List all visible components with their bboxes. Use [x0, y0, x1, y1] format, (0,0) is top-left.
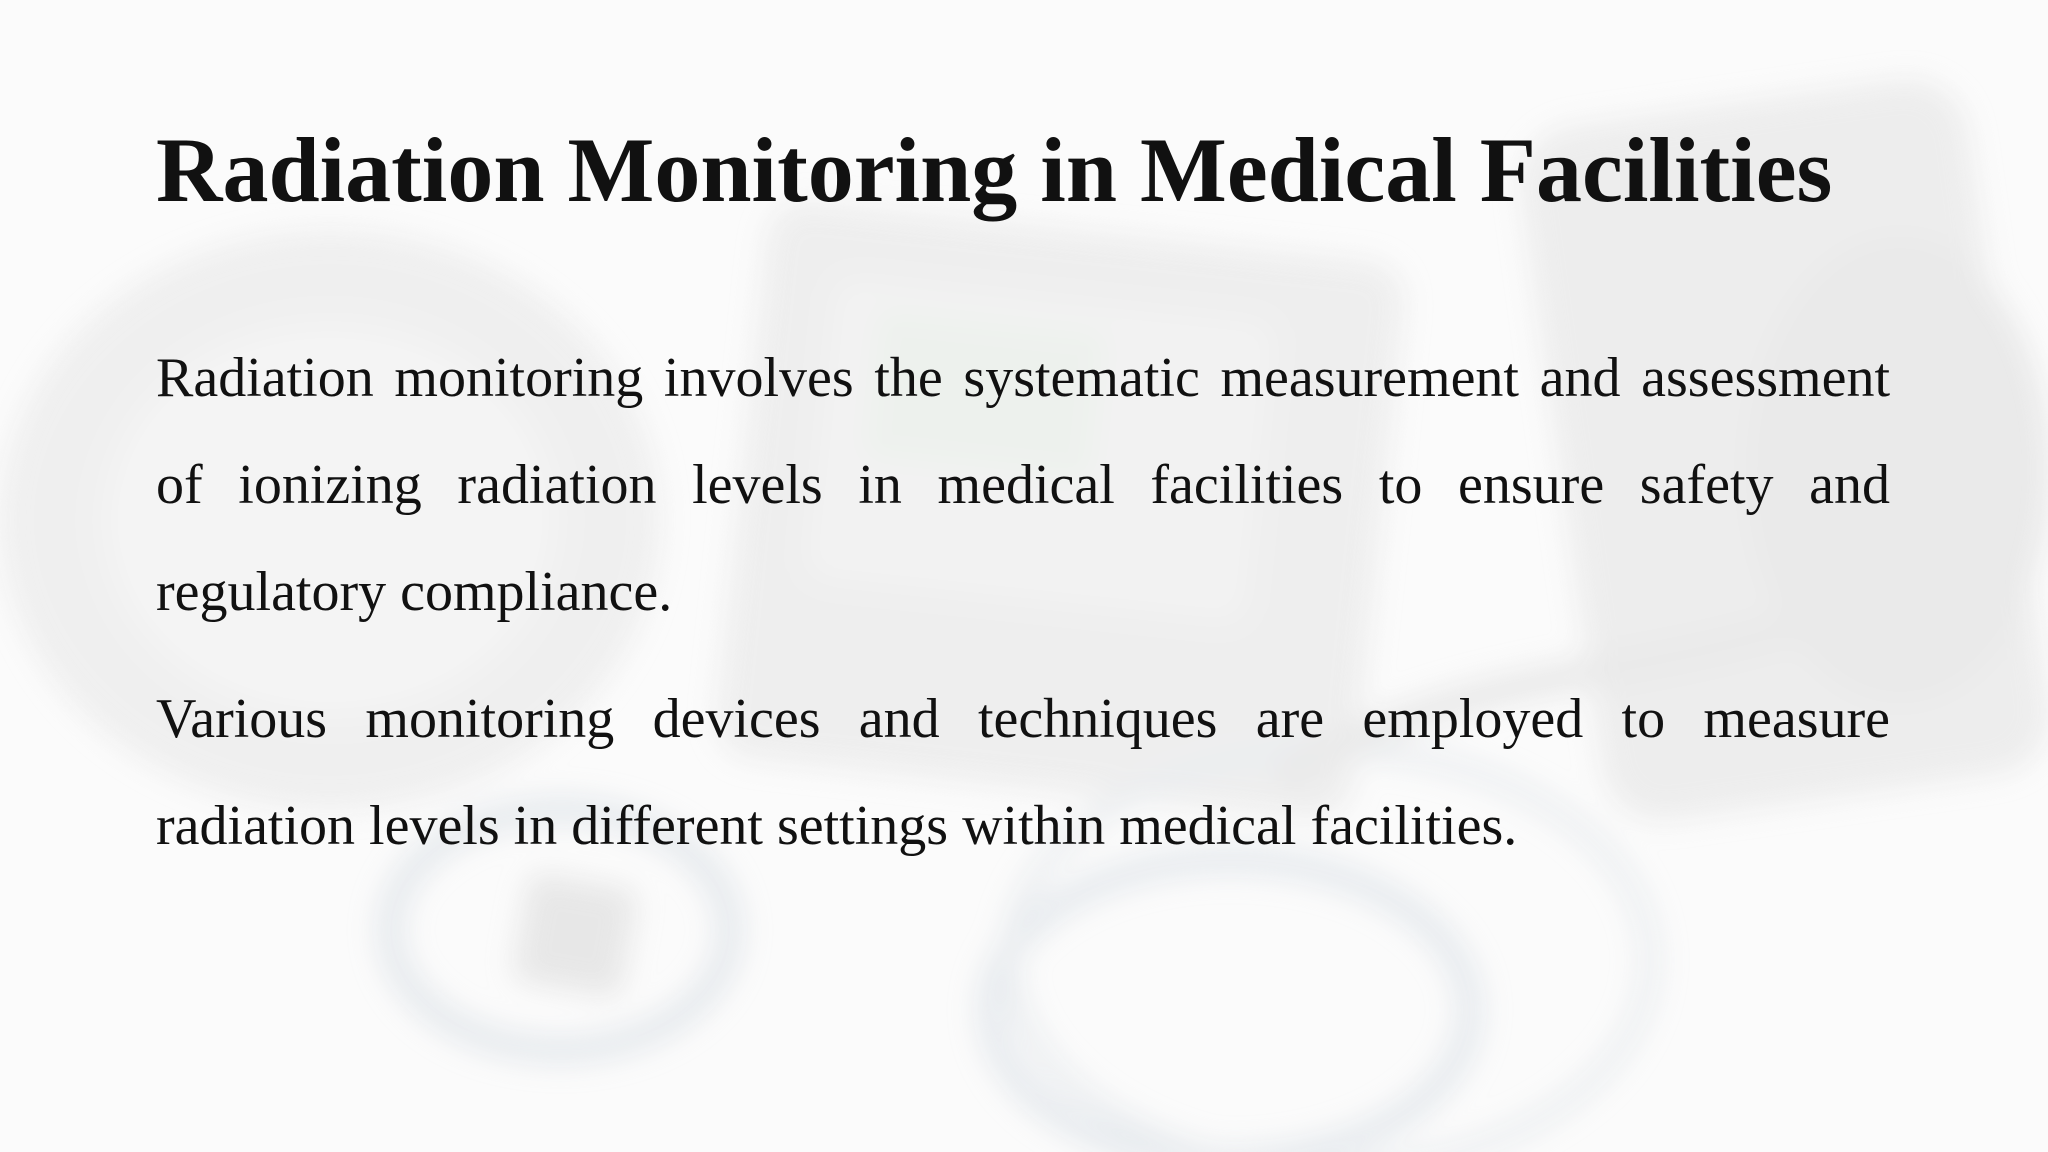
slide-title: Radiation Monitoring in Medical Facilities	[156, 119, 1833, 221]
body-paragraph-1: Radiation monitoring involves the systematic measurement and assessment of ionizing radiation levels in medical facilities to ensure safety and regulatory compliance.	[156, 347, 1890, 623]
slide-body	[156, 325, 1890, 900]
body-paragraph-2: Various monitoring devices and techniques are employed to measure radiation levels in different settings within medical facilities.	[156, 688, 1890, 857]
